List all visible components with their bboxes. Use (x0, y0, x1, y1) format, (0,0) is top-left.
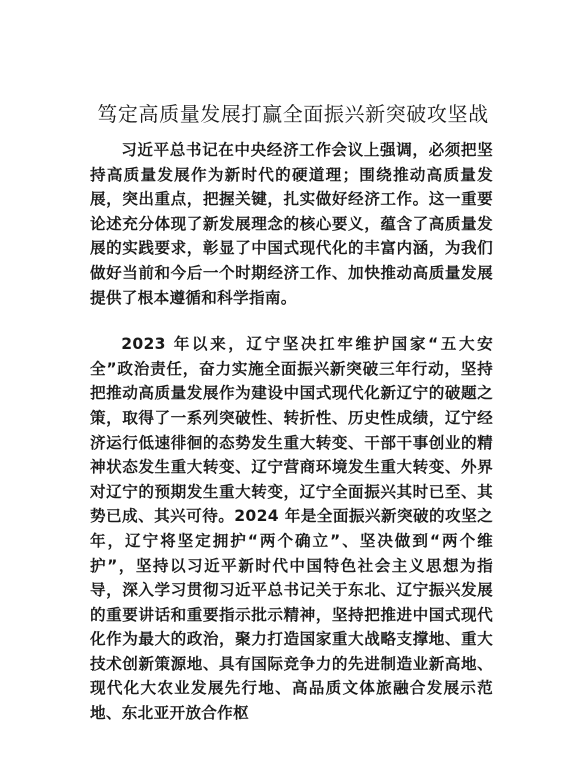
paragraph-2: 2023 年以来，辽宁坚决扛牢维护国家“五大安全”政治责任，奋力实施全面振兴新突破三年行动，坚持把推动高质量发展作为建设中国式现代化新辽宁的破题之策，取得了一系列突破性、转折性、历史性成绩，辽宁经济运行低速徘徊的态势发生重大转变、干部干事创业的精神状态发生重大转变、辽宁营商环境发生重大转变、外界对辽宁的预期发生重大转变，辽宁全面振兴其时已至、其势已成、其兴可待。2024 年是全面振兴新突破的攻坚之年，辽宁将坚定拥护“两个确立”、坚决做到“两个维护”，坚持以习近平新时代中国特色社会主义思想为指导，深入学习贯彻习近平总书记关于东北、辽宁振兴发展的重要讲话和重要指示批示精神，坚持把推进中国式现代化作为最大的政治，聚力打造国家重大战略支撑地、重大技术创新策源地、具有国际竞争力的先进制造业新高地、现代化大农业发展先行地、高品质文体旅融合发展示范地、东北亚开放合作枢 (90, 335, 493, 723)
document-title: 笃定高质量发展打赢全面振兴新突破攻坚战 (97, 102, 489, 126)
paragraph-1: 习近平总书记在中央经济工作会议上强调，必须把坚持高质量发展作为新时代的硬道理；围绕推动高质量发展，突出重点，把握关键，扎实做好经济工作。这一重要论述充分体现了新发展理念的核心要义，蕴含了高质量发展的实践要求，彰显了中国式现代化的丰富内涵，为我们做好当前和今后一个时期经济工作、加快推动高质量发展提供了根本遵循和科学指南。 (90, 141, 493, 307)
document-body (90, 138, 493, 726)
